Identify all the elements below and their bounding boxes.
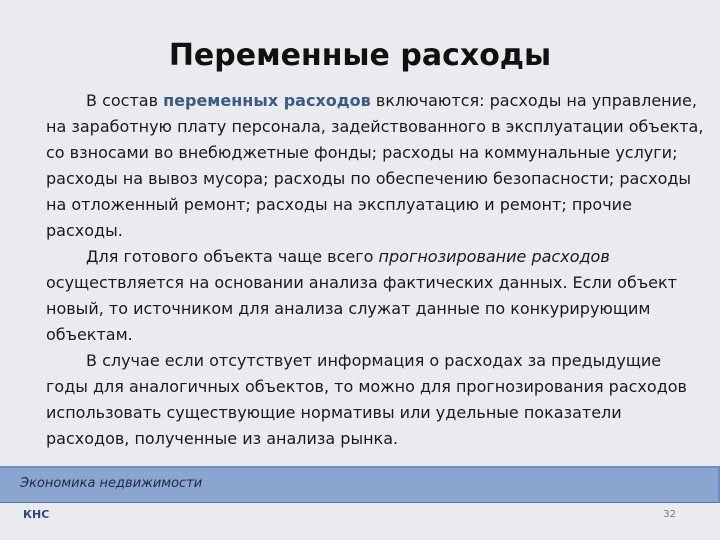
page-number: 32 [663,509,676,520]
slide-body [46,88,706,452]
paragraph-forecasting [46,244,706,348]
footer-author: КНС [23,508,50,521]
keyword-variable-costs: переменных расходов [163,91,371,110]
slide-title: Переменные расходы [168,38,552,73]
paragraph-variable-costs [46,88,706,244]
emphasis-cost-forecasting: прогнозирование расходов [378,247,610,266]
paragraph-lead: В состав [86,91,164,110]
paragraph-no-data [46,348,706,452]
paragraph-rest: осуществляется на основании анализа фактических данных. Если объект новый, то источником для анализа служат данные по конкурирующим объектам. [46,273,677,344]
footer-bar [0,466,720,503]
paragraph-rest: включаются: расходы на управление, на заработную плату персонала, задействованного в эксплуатации объекта, со взносами во внебюджетные фонды; расходы на коммунальные услуги; расходы на вывоз мусора; расходы по обеспечению безопасности; расходы на отложенный ремонт; расходы на эксплуатацию и ремонт; прочие расходы. [46,91,704,240]
paragraph-text: В случае если отсутствует информация о расходах за предыдущие годы для аналогичных объектов, то можно для прогнозирования расходов использовать существующие нормативы или удельные показатели расходов, полученные из анализа рынка. [46,351,687,448]
footer-course-name: Экономика недвижимости [20,476,203,491]
paragraph-lead: Для готового объекта чаще всего [86,247,379,266]
